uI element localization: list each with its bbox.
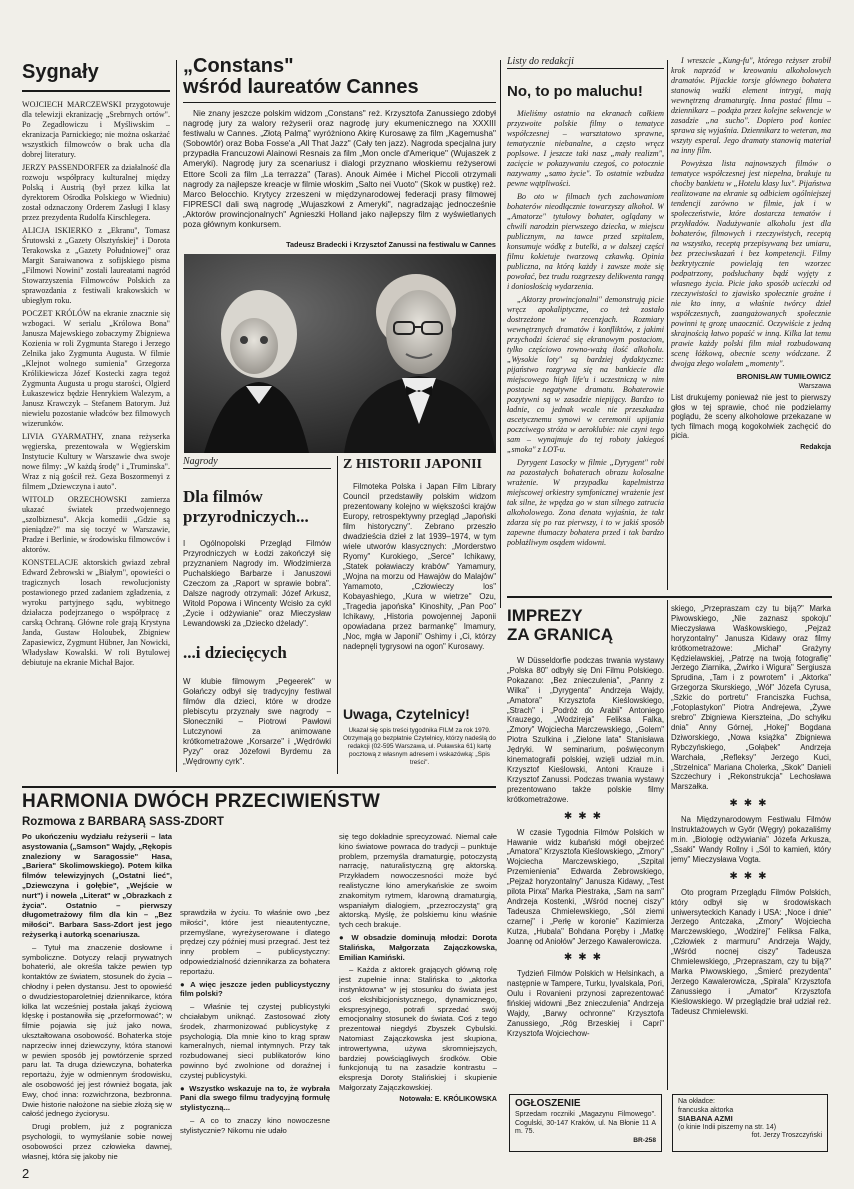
harmonia-question: ● Wszystko wskazuje na to, że wybrała Pani dla swego filmu tradycyjną formułę stylistyczną... — [180, 1083, 330, 1113]
listy-signature-place: Warszawa — [798, 383, 831, 390]
uwaga-box — [343, 704, 496, 774]
listy-paragraph: Dyrygent Lasocky w filmie „Dyrygent" robi na pozostałych bohaterach obrazu kolosalne wrażenie. W przypadku kapelmistrza miejscowej orkiestry symfonicznej wrażenie jest tak silne, że wpędza go w stan silnego zatrucia alkoholowego. Zona denata wyjaśnia, że takt zdarza się po raz pierwszy, i to w jakiś sposób zapewne tłumaczy bohatera przed i tak bardzo pobłażliwym osądem widowni. — [507, 458, 664, 547]
nagrody-title-1: Dla filmów przyrodniczych... — [183, 487, 309, 526]
listy-paragraph: I wreszcie „Kung-fu", którego reżyser zrobił krok naprzód w kreowaniu alkoholowych dramatów. Pijackie torsje głównego bohatera stanowią ważki element intrygi, mają wewnętrzną dramaturgię. Inna postać filmu – dziennikarz – podąża przez kolejne sekwencje w zasadzie „na sucho". Dopiero pod koniec sprawa się wyjaśnia. Dziennikarz to weteran, ma wszyty esperal. Jego dramaty stanowią materiał na inny film. — [671, 56, 831, 155]
harmonia-paragraph: – Właśnie tej czystej publicystyki chciałabym uniknąć. Zastosować złoty środek, zharmonizować publicystykę z psychologią. Dla mnie kino to krąg spraw kameralnych, niemal intymnych. Przy tak rozbudowanej sieci publikatorów kino powinno być zwolnione od doraźnej i czystej publicystyki. — [180, 1002, 330, 1080]
column-divider — [337, 456, 338, 774]
listy-signature: BRONISŁAW TUMIŁOWICZ — [736, 372, 831, 381]
nagrody-article — [183, 456, 331, 772]
uwaga-title: Uwaga, Czytelnicy! — [343, 706, 470, 722]
harmonia-lead: Po ukończeniu wydziału reżyserii – lata asystowania („Samson" Wajdy, „Rękopis znaleziony w Saragossie" Hasa, „Bariera" Skolimowskiego). Potem kilka filmów telewizyjnych („Ostatni lieć", „Dziewczyna i gołębie", „Wejście w nurt") i nowela „Literat" w „Obrazkach z życia". Ostatnio – pierwszy długometrażowy film dla kin – „Bez miłości". Barbara Sass-Zdort jest jego reżyserką i autorką scenariusza. — [22, 832, 172, 939]
imprezy-paragraph: Oto program Przeglądu Filmów Polskich, który odbył się w środowiskach uniwersyteckich Kanady i USA: „Noce i dnie" Jerzego Antczaka, „Zmory" Wojciecha Marczewskiego, „Wodzirej" Feliksa Falka, „Człowiek z marmuru" Andrzeja Wajdy, „Wśród nocnej ciszy" Tadeusza Chmielewskiego, „Przepraszam, czy tu biją?" Marka Piwowskiego, „Śmierć prezydenta" Jerzego Kawalerowicza, „Spirala" Krzysztofa Zanussiego i „Amator" Krzysztofa Kieślowskiego. W przeglądzie brał udział reż. Tadeusz Chmielewski. — [671, 887, 831, 1016]
imprezy-paragraph: Tydzień Filmów Polskich w Helsinkach, a następnie w Tampere, Turku, Iyvalskala, Pori, Oulu i Rovanieni przynosi zaprezentować fińskiej widowni „Bez znieczulenia" Andrzeja Wajdy, „Barwy ochronne" Krzysztofa Zanussiego, „Róg Brzeskiej i Capri" Krzysztofa Wojciechow- — [507, 969, 664, 1038]
page-number: 2 — [22, 1166, 30, 1181]
cover-note-name: SIABANA AZMI — [678, 1114, 733, 1124]
column-divider — [176, 60, 177, 772]
listy-paragraph: Mieliśmy ostatnio na ekranach całkiem przyzwoite polskie filmy o tematyce współczesnej – warsztatowo sprawne, tematycznie niebanalne, a często wręcz poplsowe. I jeszcze taki nasz „mały realizm", zacięcie w pokazywaniu czegoś, co potocznie nazywamy „samo życie". To ostatnie wzbudza pewne wątpliwości. — [507, 109, 664, 188]
harmonia-paragraph: się tego dokładnie sprecyzować. Niemal całe kino światowe powraca do tradycji – punktuje problem, przemyśla dramaturgię, potoczystą narrację, naturalistyczną grę aktorską. Przykładem nowoczesności może być realistyczne kino amerykańskie ze swoim znakomitym rytmem, klarowną dramaturgią, wspaniałym dialogiem, „przezroczystą" grą aktorską. Myślę, że polskiemu kinu właśnie tych cech brakuje. — [339, 832, 497, 930]
ogloszenie-box — [509, 1094, 662, 1152]
listy-editor-signature: Redakcja — [800, 443, 831, 451]
uwaga-body: Ukazał się spis treści tygodnika FILM za rok 1979. Otrzymają go bezpłatnie Czytelnicy, którzy nadeślą do redakcji (02-595 Warszawa, ul. Puławska 61) kartę pocztową z własnym adresem i wskazówką: „Spis treści". — [343, 727, 496, 766]
festival-photo — [184, 254, 496, 453]
sygnaly-section — [22, 56, 170, 776]
nagrody-body-2: W klubie filmowym „Pegeerek" w Gołańczy odbył się tradycyjny festiwal filmów dla dzieci, które w drodze plebiscytu przyznały swe nagrody – Słoneczniki – Piotrowi Pawłowi Lutczynowi za animowane krótkometrażowe „Korsarze" i „Wędrówki Pyzy" oraz Józefowi Byrdemu za „Wędrowny cyrk". — [183, 677, 331, 766]
ogloszenie-body: Sprzedam roczniki „Magazynu Filmowego". Cogulski, 30-147 Kraków, ul. Na Błonie 11 A m. 75. — [515, 1111, 656, 1136]
listy-paragraph: Bo oto w filmach tych zachowaniom bohaterów nieodłącznie towarzyszy alkohol. W „Amatorze" tytułowy bohater, oglądany w chwili narodzin pierwszego dziecka, w miejscu publicznym, na tawce przed szpitalem, konsumuje wódkę z butelki, a w dalszej części filmu kokietuje twarzową czkawką. Opinia publiczna, na którą każdy i zawsze może się powołać, bez trudu rozgrzeszy delikwenta rangą i doniosłością wydarzenia. — [507, 192, 664, 291]
constans-title-line1: „Constans" — [183, 56, 294, 77]
festival-photo-image — [184, 254, 496, 453]
harmonia-signature: Notowała: E. KRÓLIKOWSKA — [399, 1095, 497, 1103]
column-divider — [667, 60, 668, 590]
sygnaly-title-rule — [22, 90, 170, 92]
sygnaly-title: Sygnały — [22, 61, 99, 83]
imprezy-title-line2: ZA GRANICĄ — [507, 625, 614, 644]
ogloszenie-title: OGŁOSZENIE — [515, 1098, 581, 1109]
sygnaly-item: KONSTELACJE aktorskich gwiazd zebrał Edward Żebrowski w „Białym", opowieści o tragicznych losach rewolucjonisty postawionego przed zadaniem zgładzenia, z wyroku partyjnego sądu, wybitnego działacza podejrzanego o współpracę z carską Ochraną. Główne role grają Krystyna Janda, Gustaw Holoubek, Zbigniew Zapasiewicz, Zygmunt Hübner, Jan Nowicki, Władysław Kowalski. W roli Bytulowej debiutuje na ekranie Michał Bajor. — [22, 557, 170, 667]
listy-col1 — [507, 56, 664, 596]
sygnaly-item: ALICJA ISKIERKO z „Ekranu", Tomasz Śrutowski z „Gazety Olsztyńskiej" i Dorota Terakowska z „Gazety Południowej" oraz Margit Saraiwanowa z sofijskiego pisma „Filmowi Nowini" zostali laureatami nagród Stowarzyszenia Filmowców Polskich za sprawozdania z festiwali krakowskich w ubiegłym roku. — [22, 225, 170, 305]
nagrody-title-2: ...i dziecięcych — [183, 643, 287, 662]
imprezy-paragraph: skiego, „Przepraszam czy tu biją?" Marka Piwowskiego, „Nie zaznasz spokoju" Mieczysława Waśkowskiego, „Pejzaż horyzontalny" Janusza Kidawy oraz filmy krótkometrażowe: „Michał" Grażyny Kędzielawskiej, „Patrzę na twoją fotografię" Jerzego Ziarnika, „Żwirko i Wigura" Sergiusza Sprudina, „Tam i z powrotem" i „Aktorka" Grzegorza Skurskiego, „Wół" Józefa Cyrusa, „Szkic do portretu" Franciszka Fuchsa, „Fotoplastykon" Piotra Andrejewa, „Żywe srebro" Zbigniewa Kierszteina, „Do schyłku dnia" Anny Górnej, „Hokej" Bogdana Dziworskiego, „Nowa książka" Zbigniewa Rybczyńskiego, „Gołąbek" Andrzeja Warchała, „Refleksy" Jerzego Kuci, „Strzelnica" Mariana Cholerka, „Skok" Danieli Szczechury i „Rekonstrukcja" Lechosława Marszałka. — [671, 604, 831, 792]
harmonia-paragraph: – A co to znaczy kino nowoczesne stylistycznie? Nikomu nie udało — [180, 1115, 330, 1135]
harmonia-paragraph: – Każda z aktorek grających główną rolę jest zupełnie inna: Stalińska to „aktorka instynktowna" w jej stosunku do świata jest coś ekshibicjonistycznego, dynamicznego, ekspresyjnego, potrafi sprzedać swój emocjonalny stosunek do świata. Coś z tego prezentował niegdyś Zbyszek Cybulski. Natomiast Zajączkowska jest skupiona, introwertywna, używa skromniejszych, bardziej powściągliwych środków. Obie funkcjonują tu na zasadzie kontrastu – ekspresja Doroty Stalińskiej i skupienie Małgorzaty Zajączkowskiej. — [339, 965, 497, 1092]
harmonia-col3 — [339, 832, 497, 1164]
section-rule — [507, 596, 832, 598]
sygnaly-item: POCZET KRÓLÓW na ekranie znacznie się wzbogaci. W serialu „Królowa Bona" Janusza Majewskiego zobaczymy Zbigniewa Kozienia w roli Zygmunta Starego i Jerzego Zelnika jako Zygmunta Augusta. W filmie „Klejnot wolnego sumienia" Grzegorza Królikiewicza Józef Kostecki zagra tegoż Zygmunta Augusta u progu starości, Olgierd Łukaszewicz będzie Henrykiem Walezym, a Janusz Krawczyk – Stefanem Batorym. Już niewielu pozostanie władców bez filmowych wizerunków. — [22, 308, 170, 428]
harmonia-question: ● A więc jeszcze jeden publicystyczny film polski? — [180, 979, 330, 999]
listy-paragraph: „Aktorzy prowincjonalni" demonstrują picie wręcz apokaliptyczne, co też zostało dostrzeżone w recenzjach. Rozmiary wewnętrznych dramatów i konfliktów, z jakimi przychodzi ścierać się ekranowym postaciom, tylko częściowo rowno-ważą ilość alkoholu. „Wysokie loty" są bardziej dydaktyczne: pijaństwo rozgrywa się na bankiecie dla miejscowego high life'u i uczestniczą w nim postacie negatywne dramatu. Bohaterowie pozytywni są w zasadzie niepijący. Bardzo to ładnie, co jednak wcale nie przeszkadza ascetycznemu synowi w ceremonii upijania poczciwego stróża w aeroklubie: nie czyni tego sam – wynajmuje do tej roboty jakiegoś „smoka" z LOT-u. — [507, 295, 664, 454]
cover-note-line2: francuska aktorka — [678, 1106, 734, 1114]
harmonia-subtitle: Rozmowa z BARBARĄ SASS-ZDORT — [22, 816, 224, 828]
harmonia-col1 — [22, 832, 172, 1164]
nagrody-label: Nagrody — [183, 456, 331, 469]
sygnaly-item: JERZY PASSENDORFER za działalność dla rozwoju współpracy kulturalnej między Polską i Austrią (był przez kilka lat dyrektorem Ośrodka Polskiego w Wiedniu) został odznaczony Orderem Zasługi I klasy przez prezydenta Rudolfa Kirschlegera. — [22, 162, 170, 222]
section-rule — [22, 786, 496, 788]
ogloszenie-code: BR-258 — [633, 1136, 656, 1144]
cover-note-credit: fot. Jerzy Troszczyński — [751, 1132, 822, 1140]
listy-title: No, to po maluchu! — [507, 83, 643, 100]
constans-body: Nie znany jeszcze polskim widzom „Constans" reż. Krzysztofa Zanussiego zdobył nagrodę jury za walory reżyserii oraz nagrodę jury ekumenicznego na XXXIII festiwalu w Cannes. „Złotą Palmą" wyróżniono Akirę Kurosawę za film „Kagemusha" (Sobowtór) oraz Boba Fosse'a „All That Jazz" (Cały ten jazz). Nagroda specjalna jury przypadła Francuzowi Alainowi Resnais za film „Mon oncle d'Amerique" (Wujaszek z Ameryki). Nagrodę jury za scenariusz i dialogi przyznano włoskiemu reżyserowi Ettore Scoli za film „La terrazza" (Taras). Anouk Aimée i Michel Piccoli otrzymali nagrody za najlepsze kreacje w filmie włoskim „Salto nei Vuoto" (Skok w pustkę) reż. Marco Belocchio. Krytycy zrzeszeni w międzynarodowej federacji prasy filmowej FIPRESCI dali swą nagrodę „Wujaszkowi z Ameryki", nagradzając jednocześnie „Aktorów prowincjonalnych" Agnieszki Holland jako najlepszy film z wyświetlanych poza głównym konkursem. — [183, 108, 496, 230]
imprezy-paragraph: W czasie Tygodnia Filmów Polskich w Hawanie widz kubański mógł obejrzeć „Amatora" Krzysztofa Kieślowskiego, „Zmory" Wojciecha Marczewskiego, „Szpital Przemienienia" Edwarda Żebrowskiego, „Pejzaż horyzontalny" Janusza Kidawy, „Test pilota Pirxa" Marka Piestraka, „Sam na sam" Andrzeja Kostenki, „Wśród nocnej ciszy" Tadeusza Chmielewskiego, „Sól ziemi czarnej" i „Perłę w koronie" Kazimierza Kutza, „Hubala" Bohdana Poręby i „Matkę Joannę od Aniołów" Jerzego Kawalerowicza. — [507, 827, 664, 946]
separator-stars: ✱✱✱ — [563, 952, 608, 964]
cover-note-line1: Na okładce: — [678, 1098, 715, 1105]
imprezy-col1 — [507, 600, 664, 1072]
separator-stars: ✱✱✱ — [729, 798, 773, 810]
constans-title-line2: wśród laureatów Cannes — [183, 76, 419, 98]
constans-photo-caption: Tadeusz Bradecki i Krzysztof Zanussi na festiwalu w Cannes — [286, 240, 496, 249]
listy-label: Listy do redakcji — [507, 56, 664, 69]
column-divider — [667, 600, 668, 1090]
japonia-title: Z HISTORII JAPONII — [343, 457, 483, 472]
harmonia-title: HARMONIA DWÓCH PRZECIWIEŃSTW — [22, 791, 381, 812]
imprezy-paragraph: W Düsseldorfie podczas trwania wystawy „Polska 80" odbyły się Dni Filmu Polskiego. Pokazano: „Bez znieczulenia", „Panny z Wilka" i „Dyrygenta" Andrzeja Wajdy, „Amatora" Krzysztofa Kieślowskiego, „Strach" i „Podróż do Arabii" Antoniego Krauzego, „Wodzireja" Feliksa Falka, „Zmory" Wojciecha Marczewskiego, „Golem" Piotra Szulkina i „Zielone lata" Stanisława Jędryki. W seminarium, poświęconym kinematografii polskiej, wzięli udział m.in. Krzysztof Kieślowski, Antoni Krauze i Krzysztof Zanussi. Podczas trwania wystawy prezentowano także polskie filmy krótkometrażowe. — [507, 656, 664, 804]
separator-stars: ✱✱✱ — [729, 870, 773, 882]
japonia-body: Filmoteka Polska i Japan Film Library Council przedstawiły polskim widzom prezentowany kolejno w większości krajów Europy, retrospektywny przegląd „Japoński film historyczny". Zebrano przeszło dwadzieścia dzieł z lat 1939–1974, w tym wiele utworów klasycznych: „Morderstwo Ryomy" Kurokiego, „Serce" Ichikawy, „Statek poławiaczy krabów" Yamamury, „Wojna na morzu od Hawajów do Malajów" Yamamoto, „Człowieczy los" Kobayashiego, „Kura w wietrze" Ozu, „Tragedia japońska" Kinoshity, „Pan Poo" Ichikawy, „Historia powojennej Japonii opowiadana przez barmankę" Imamury, „Noc, mgła w Japonii" Oshimy i „Ci, którzy nadepnęli tygrysowi na ogon" Kurosawy. — [343, 482, 496, 651]
harmonia-col2 — [180, 908, 330, 1164]
harmonia-question: ● W obsadzie dominują młodzi: Dorota Stalińska, Małgorzata Zajączkowska, Emilian Kamiński. — [339, 932, 497, 962]
japonia-article — [343, 456, 496, 702]
column-divider — [500, 60, 501, 608]
sygnaly-item: WOJCIECH MARCZEWSKI przygotowuje dla telewizji ekranizację „Srebrnych ortów". Po Zegadłowiczu i Myśliwskim – ekranizacja Parnickiego; nie można oskarżać wszystkich filmowców o brak ucha dla dobrej literatury. — [22, 99, 170, 159]
harmonia-paragraph: Drugi problem, już z pogranicza psychologii, to wymyślanie sobie nowej osobowości przez człowieka dawnej, własnej, która się jakoby nie — [22, 1122, 172, 1161]
listy-editor-note: List drukujemy ponieważ nie jest to pierwszy głos w tej sprawie, choć nie podzielamy poglądu, że sceny alkoholowe przekazane w tych filmach mogą kogokolwiek zachęcić do picia. — [671, 393, 831, 441]
listy-paragraph: Powyższa lista najnowszych filmów o tematyce współczesnej jest niepełna, brakuje tu choćby bankietu w „Hotelu klasy lux". Pijaństwa realizowane na ekranie są odbiciem ogólniejszej tendencji zarówno w filmie, jak i w społeczeństwie, które dostarcza tematów i przykładów. Nadużywanie alkoholu jest dla bohaterów, filmowych i rzeczywistych, receptą na wszystko, receptą przepisywaną bez umiaru, bez przeciwskazań i bez kompetencji. Filmy bezkrytycznie powielają ten wzorzec podpatrzony, podsłuchany bądź wyjęty z własnego życia. Picie jako sposób ucieczki od rzeczywistości to zjawisko społecznie groźne i nie kto inny, a właśnie twórcy dzieł współczesnych, zaangażowanych społecznie powinni tę grozę unaocznić. Oczywiście z jedną skrajnością łatwo popaść w inną. Kilka lat temu prawie każdy polski film miał rozbudowaną scenę łóżkową, obecnie sceny wódczane. Z dwojga złego wolałem „momenty". — [671, 159, 831, 368]
constans-article — [183, 56, 496, 248]
sygnaly-item: WITOLD ORZECHOWSKI zamierza ukazać światek przedwojennego „szolbiznesu". Akcja komedii „Gdzie są pieniądze?" ma się toczyć w Warszawie, Pradze i Berlinie, w środowisku filmowców i aktorów. — [22, 494, 170, 554]
harmonia-paragraph: – Tytuł ma znaczenie dosłowne i symboliczne. Dotyczy relacji prywatnych bohaterki, ale określa także pewien typ kontaktów ze światem, stosunek do życia – chłodny i pełen dystansu. Jest to opowieść o dwudziestoparoletniej dziennikarce, która kilka lat wcześniej postała jakąś życiową klęskę i postanowiła się „przeformować"; w filmie pojawia się już jako nowa, ukształtowana osobowość. Bohaterka stoje naprzeciw innej dziewczyny, która stanowi w pewien sposób jej powtórzenie sprzed paru lat. Ta druga dziewczyna, bohaterka reportażu, żyje w odmiennym środowisku, ale osobowość jej jest również bogata, jak Ewy, choć inna: rozwichrzona, bezbronna. Dwie historie nałożone na siebie złożą się w całość jednego życiorysu. — [22, 942, 172, 1119]
imprezy-title-line1: IMPREZY — [507, 606, 583, 625]
imprezy-col2 — [671, 604, 831, 1088]
sygnaly-item: LIVIA GYARMATHY, znana reżyserka węgierska, prezentowała w Węgierskim Instytucie Kultury w Warszawie dwa swoje nowe filmy: „W każdą środę" i „Truminska". Wraz z nią gościł reż. Geza Boszormenyi z filmem „Dziewczyna i auto". — [22, 431, 170, 491]
imprezy-paragraph: Na Międzynarodowym Festiwalu Filmów Instruktażowych w Győr (Węgry) pokazaliśmy m.in. „Biologię odżywiania" Józefa Arkusza, „Ssaki" Wandy Rollny i „Sól to kamień, który jemy" Mieczysława Vogta. — [671, 815, 831, 864]
listy-col2 — [671, 56, 831, 592]
constans-title — [183, 56, 496, 98]
harmonia-paragraph: sprawdziła w życiu. To właśnie owo „bez miłości", które jest nieautentyczne, przemyślane, wyreżyserowane i dlatego prędzej czy później musi przegrać. Jest też inny problem – publicystyczny: odpowiedzialność dziennikarza za bohatera reportażu. — [180, 908, 330, 976]
imprezy-title — [507, 606, 664, 644]
constans-title-rule — [183, 102, 496, 103]
separator-stars: ✱✱✱ — [563, 810, 608, 822]
nagrody-body-1: I Ogólnopolski Przegląd Filmów Przyrodniczych w Łodzi zakończył się przyznaniem Nagrody im. Włodzimierza Puchalskiego Barbarze i Januszowi Czeczom za „Raport w sprawie bobra". Dalsze nagrody otrzymali: Józef Arkusz, Witold Popowa i Wincenty Wcisło za cykl „Życie i odżywianie" oraz Mieczysław Lewandowski za „Dziecko dżelady". — [183, 539, 331, 628]
cover-note-box — [672, 1094, 828, 1152]
cover-note-line3: (o kinie Indii piszemy na str. 14) — [678, 1123, 777, 1131]
